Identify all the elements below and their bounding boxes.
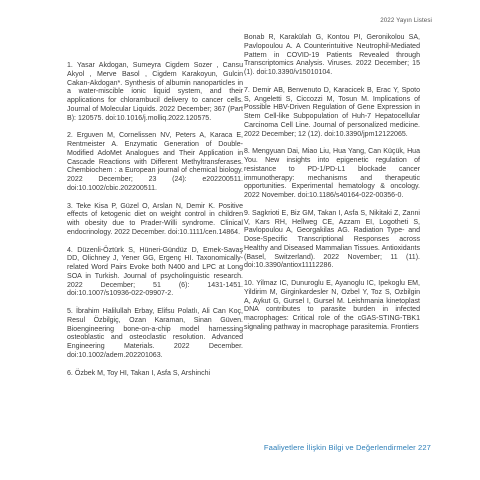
page-header: 2022 Yayın Listesi	[380, 17, 432, 24]
page-footer: Faaliyetlere İlişkin Bilgi ve Değerlendirmeler 227	[263, 443, 431, 452]
reference-item: 6. Özbek M, Toy HI, Takan I, Asfa S, Arshinchi	[67, 369, 211, 377]
reference-item: 1. Yasar Akdogan, Sumeyra Cigdem Sozer , Cansu Akyol , Merve Basol , Cigdem Karakoyun, Gulcin Cakan-Akdogan*. Synthesis of albumin nanoparticles in a water-miscible ionic liquid system, and their applications for chlorambucil delivery to cancer cells. Journal of Molecular Liquids. 2022 December; 367 (Part B): 120575. doi:10.1016/j.molliq.2022.120575.	[67, 62, 243, 122]
reference-item: 2. Erguven M, Cornelissen NV, Peters A, Karaca E, Rentmeister A. Enzymatic Generation of Double-Modified AdoMet Analogues and Their Application in Cascade Reactions with Different Methyltransferases. Chembiochem : a European journal of chemical biology. 2022 December; 23 (24): e202200511. doi:10.1002/cbic.202200511.	[67, 132, 243, 192]
reference-item: 7. Demir AB, Benvenuto D, Karacicek B, Erac Y, Spoto S, Angeletti S, Ciccozzi M, Tosun M. Implications of Possible HBV-Driven Regulation of Gene Expression in Stem Cell-like Subpopulation of Huh-7 Hepatocellular Carcinoma Cell Line. Journal of personalized medicine. 2022 December; 12 (12). doi:10.3390/jpm12122065.	[244, 86, 420, 138]
reference-item: 5. İbrahim Halilullah Erbay, Elifsu Polatlı, Ali Can Koç, Resul Özbilgiç, Ozan Karaman, Sinan Güven. Bioengineering bone-on-a-chip model harnessing osteoblastic and osteoclastic resolution. Advanced Engineering Materials. 2022 December. doi:10.1002/adem.202201063.	[67, 308, 243, 359]
reference-item: 9. Sagkrioti E, Biz GM, Takan I, Asfa S, Nikitaki Z, Zanni V, Kars RH, Hellweg CE, Azzam EI, Logotheti S, Pavlopoulou A, Georgakilas AG. Radiation Type- and Dose-Specific Transcriptional Responses across Healthy and Diseased Mammalian Tissues. Antioxidants (Basel, Switzerland). 2022 November; 11 (11). doi:10.3390/antiox11112286.	[244, 209, 420, 270]
reference-item: Bonab R, Karakülah G, Kontou PI, Geronikolou SA, Pavlopoulou A. A Counterintuitive Neutrophil-Mediated Pattern in COVID-19 Patients Revealed through Transcriptomics Analysis. Viruses. 2022 December; 15 (1). doi:10.3390/v15010104.	[244, 34, 420, 76]
reference-item: 4. Düzenli-Öztürk S, Hüneri-Gündüz D, Emek-Savaş DD, Olichney J, Yener GG, Ergenç HI. Taxonomically-related Word Pairs Evoke both N400 and LPC at Long SOA in Turkish. Journal of psycholinguistic research. 2022 December; 51 (6): 1431-1451. doi:10.1007/s10936-022-09907-2.	[67, 246, 243, 298]
reference-item: 8. Mengyuan Dai, Miao Liu, Hua Yang, Can Küçük, Hua You. New insights into epigenetic regulation of resistance to PD-1/PD-L1 blockade cancer immunotherapy: mechanisms and therapeutic opportunities. Experimental hematology & oncology. 2022 November. doi:10.1186/s40164-022-00356-0.	[244, 148, 420, 199]
reference-item: 3. Teke Kisa P, Güzel O, Arslan N, Demir K. Positive effects of ketogenic diet on weight control in children with obesity due to Prader-Willi syndrome. Clinical endocrinology. 2022 December. doi:10.1111/cen.14864.	[67, 202, 243, 236]
left-column	[67, 62, 243, 378]
reference-item: 10. Yilmaz IC, Dunuroglu E, Ayanoglu IC, Ipekoglu EM, Yildirim M, Girginkardesler N, Ozbel Y, Toz S, Ozbilgin A, Aykut G, Gursel I, Gursel M. Leishmania kinetoplast DNA contributes to parasite burden in infected macrophages: Critical role of the cGAS-STING-TBK1 signaling pathway in macrophage parasitemia. Frontiers	[244, 280, 420, 331]
right-column	[244, 34, 420, 333]
